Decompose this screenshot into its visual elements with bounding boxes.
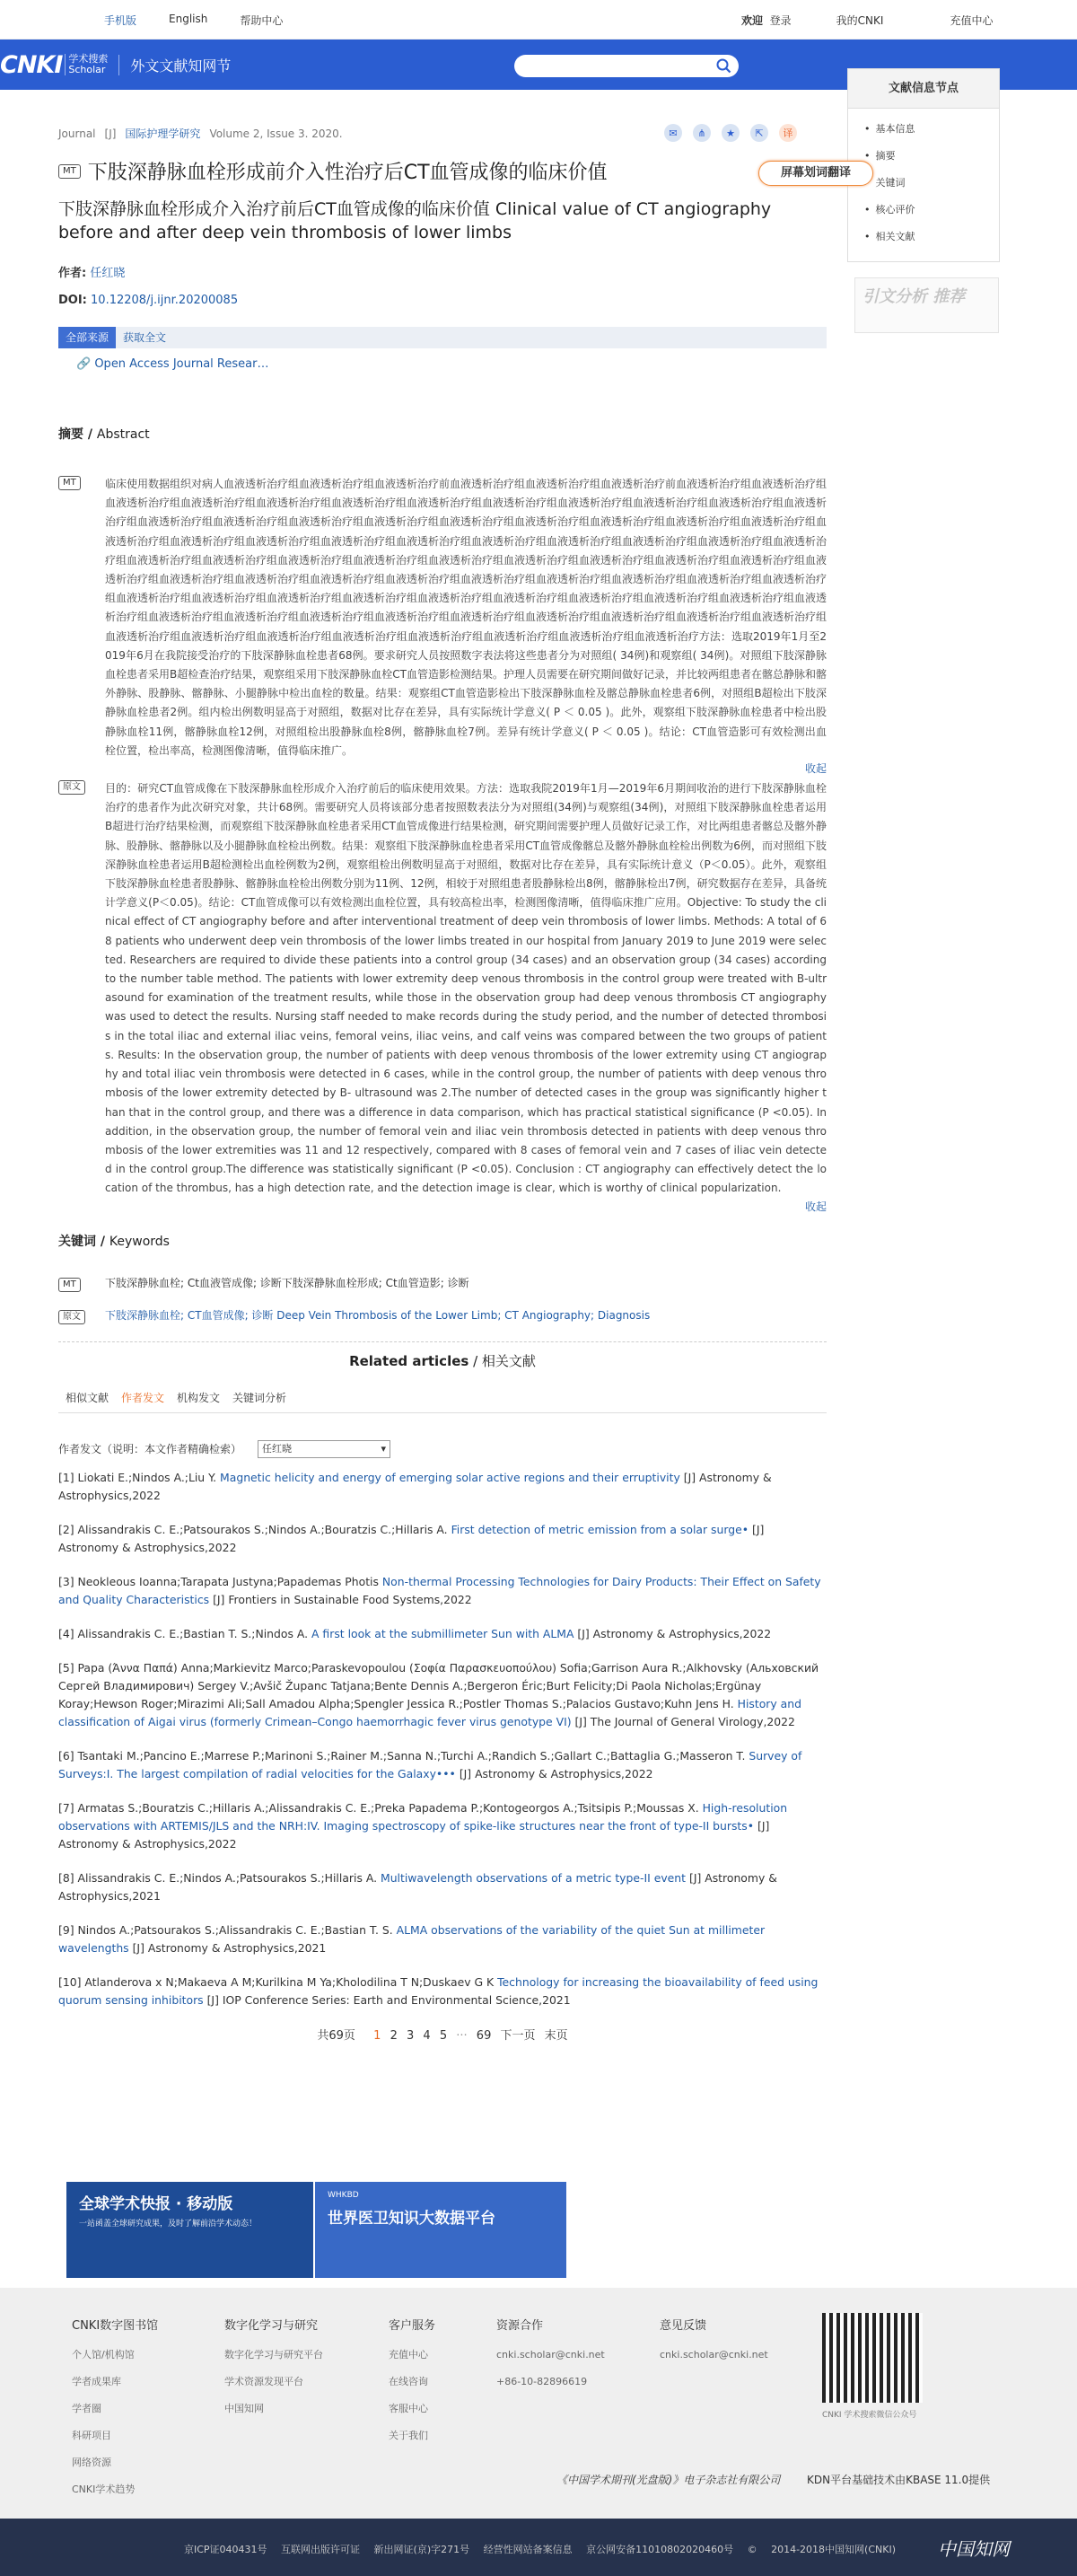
ad-title: 全球学术快报 · 移动版 [79,2195,233,2213]
tab-similar[interactable]: 相似文献 [66,1391,109,1404]
footer-link[interactable]: 在线咨询 [389,2376,428,2387]
page-ellipsis: ··· [456,2028,468,2043]
footer-link[interactable]: 中国知网 [224,2403,264,2414]
footer-link[interactable]: 学者圈 [72,2403,101,2414]
ref-title-link[interactable]: Survey of Surveys:I. The largest compilation of radial velocities for the Galaxy••• [58,1748,802,1780]
bottom-logo: 中国知网 [938,2538,1010,2560]
footer-link[interactable]: cnki.scholar@cnki.net [496,2349,605,2361]
share-icon[interactable]: ⋔ [693,124,711,142]
ref-source: [J] Astronomy & Astrophysics,2022 [58,1818,770,1851]
footer-column [224,2313,323,2422]
citation-analysis-banner[interactable]: 引文分析 推荐 [854,277,999,333]
ref-title-link[interactable]: ALMA observations of the variability of the quiet Sun at millimeter wavelengths [58,1922,766,1955]
footer-column-title: 数字化学习与研究 [224,2319,319,2333]
ref-authors: Nindos A.;Patsourakos S.;Alissandrakis C. E.;Bastian T. S. [77,1922,393,1937]
tab-institution-works[interactable]: 机构发文 [177,1391,221,1404]
ad-sub: WHKBD [328,2191,359,2200]
login-link[interactable]: 登录 [769,14,792,27]
ref-source: [J] Astronomy & Astrophysics,2022 [58,1470,772,1502]
footer-link[interactable]: 网络资源 [72,2457,111,2468]
end-page[interactable]: 末页 [544,2028,568,2043]
side-nav-item-related[interactable]: • 相关文献 [864,229,999,256]
ref-title-link[interactable]: Technology for increasing the bioavailability of feed using quorum sensing inhibitors [58,1974,819,2007]
reference-item [58,1659,827,1731]
volume-info: Volume 2, Issue 3. 2020. [209,127,343,140]
page-4[interactable]: 4 [423,2028,431,2043]
next-page[interactable]: 下一页 [500,2028,536,2043]
footer-column-title: 客户服务 [389,2319,436,2333]
mt-badge: MT [58,164,81,179]
translate-icon[interactable]: 译 [779,124,797,142]
footer-column-title: 资源合作 [496,2319,544,2333]
search-icon[interactable] [716,58,731,74]
ad-sub: 一站函盖全球研究成果，及时了解前沿学术动态！ [79,2220,258,2229]
email-icon[interactable]: ✉ [664,124,682,142]
journal-link[interactable]: 国际护理学研究 [125,127,201,140]
reference-item [58,1521,827,1557]
page-2[interactable]: 2 [390,2028,398,2043]
ref-title-link[interactable]: Multiwavelength observations of a metric type-II event [381,1870,687,1885]
ad-title: 世界医卫知识大数据平台 [328,2210,495,2228]
mt-abstract [58,475,827,760]
mt-badge: MT [58,1278,81,1292]
doi-link[interactable]: 10.12208/j.ijnr.20200085 [91,294,239,307]
publisher-text: 《中国学术期刊(光盘版)》电子杂志社有限公司 [556,2474,781,2486]
footer-column [389,2313,435,2449]
ref-authors: Papa (Άννα Παπά) Anna;Markievitz Marco;Paraskevopoulou (Σοφία Παρασκευοπούλου) Sofia;Garrison Aura R.;Alkhovsky (Альховский Сергей Владимирович) Sergey V.;Avšič Županc Tatjana;Bente Dennis A.;Bergeron Éric;Burt Felicity;Di Paola Nicholas;Ergünay Koray;Hewson Roger;Mirazimi Ali;Sall Amadou Alpha;Spengler Jessica R.;Postler Thomas S.;Palacios Gustavo;Kuhn Jens H. [58,1660,819,1710]
ref-number: [7] [58,1800,74,1815]
english-link[interactable]: English [169,13,208,25]
mt-keywords-text: 下肢深静脉血栓; Ct血液管成像; 诊断下肢深静脉血栓形成; Ct血管造影; 诊断 [105,1276,469,1289]
doc-type-tag: [J] [104,127,117,140]
footer-link[interactable]: 科研项目 [72,2430,111,2441]
author-select[interactable]: 任红晓 ▾ [258,1440,390,1458]
qr-code [822,2313,923,2403]
logo-text: CNKI [0,50,63,79]
original-badge: 原文 [58,1310,85,1324]
original-badge: 原文 [58,780,85,795]
footer-link[interactable]: +86-10-82896619 [496,2376,588,2387]
ref-number: [9] [58,1922,74,1937]
mt-abstract-text: 临床使用数据组织对病人血液透析治疗组血液透析治疗组血液透析治疗前血液透析治疗组血液透析治疗组血液透析治疗前血液透析治疗组血液透析治疗组血液透析治疗组血液透析治疗组血液透析治疗组血液透析治疗组血液透析治疗组血液透析治疗组血液透析治疗组血液透析治疗组血液透析治疗组血液透析治疗组血液透析治疗组血液透析治疗组血液透析治疗组血液透析治疗组血液透析治疗组血液透析治疗组血液透析治疗组血液透析治疗组血液透析治疗组血液透析治疗组血液透析治疗组血液透析治疗组血液透析治疗组血液透析治疗组血液透析治疗组血液透析治疗组血液透析治疗组血液透析治疗组血液透析治疗组血液透析治疗组血液透析治疗组血液透析治疗组血液透析治疗组血液透析治疗组血液透析治疗组血液透析治疗组血液透析治疗组血液透析治疗组血液透析治疗组血液透析治疗组血液透析治疗组血液透析治疗组血液透析治疗组血液透析治疗组血液透析治疗组血液透析治疗组血液透析治疗组血液透析治疗组血液透析治疗组血液透析治疗组血液透析治疗组血液透析治疗组血液透析治疗组血液透析治疗组血液透析治疗组血液透析治疗组血液透析治疗组血液透析治疗组血液透析治疗组血液透析治疗组血液透析治疗组血液透析治疗组血液透析治疗组血液透析治疗组血液透析治疗组血液透析治疗组血液透析治疗组血液透析治疗组血液透析治疗组血液透析治疗组血液透析治疗组血液透析治疗组血液透析治疗组血液透析治疗组血液透析治疗方法：选取2019年1月至2019年6月在我院接受治疗的下肢深静脉血栓患者68例。要求研究人员按照数字表法将这些患者分为对照组( 34例)和观察组( 34例)。对照组下肢深静脉血栓患者采用B超检查治疗结果，观察组采用下肢深静脉血栓CT血管造影检测结果。护理人员需要在研究期间做好记录，并比较两组患者在髂总静脉和髂外静脉、股静脉、髂静脉、小腿静脉中检出血栓的数量。结果：观察组CT血管造影检出下肢深静脉血栓及髂总静脉血栓患者6例，对照组B超检出下肢深静脉血栓患者2例。组内检出例数明显高于对照组，数据对比存在差异，具有实际统计学意义( P ＜ 0.05 )。此外，观察组下肢深静脉血栓患者中检出股静脉血栓11例，髂静脉血栓12例，对照组检出股静脉血栓8例，髂静脉血栓7例。差异有统计学意义( P ＜ 0.05 )。结论：CT血管造影可有效检测出血栓位置，检出率高，检测图像清晰，值得临床推广。 [105,478,827,757]
tab-all-sources[interactable]: 全部来源 [58,327,116,348]
ref-authors: Tsantaki M.;Pancino E.;Marrese P.;Marinoni S.;Rainer M.;Sanna N.;Turchi A.;Randich S.;Gallart C.;Battaglia G.;Masseron T. [77,1748,746,1763]
footer-column [496,2313,605,2396]
source-tabs [58,327,827,348]
kdn-text: KDN平台基础技术由KBASE 11.0提供 [807,2474,991,2486]
ref-authors: Liokati E.;Nindos A.;Liu Y. [77,1470,217,1484]
bottom-bar [0,2519,1077,2576]
tab-author-works[interactable]: 作者发文 [121,1391,165,1404]
collapse-link[interactable]: 收起 [804,1200,827,1213]
ref-title-link[interactable]: First detection of metric emission from a solar surge• [451,1522,749,1536]
ref-authors: Neokleous Ioanna;Tarapata Justyna;Papademas Photis [77,1574,379,1588]
reference-list [58,1469,827,2009]
ref-source: [J] The Journal of General Virology,2022 [574,1714,795,1728]
ref-number: [8] [58,1870,74,1885]
ref-authors: Atlanderova x N;Makaeva A M;Kurilkina M Ya;Kholodilina T N;Duskaev G K [84,1974,495,1989]
related-tabs [58,1390,827,1413]
doc-type: Journal [58,127,96,140]
reference-item [58,1625,827,1643]
export-icon[interactable]: ⇱ [750,124,768,142]
footer [0,2288,1077,2519]
footer-link[interactable]: cnki.scholar@cnki.net [660,2349,768,2361]
reference-item [58,1573,827,1609]
footer-link[interactable]: CNKI学术趋势 [72,2484,136,2495]
screen-translate-button[interactable]: 屏幕划词翻译 [758,161,873,186]
footer-column-title: CNKI数字图书馆 [72,2319,159,2333]
ref-number: [3] [58,1574,74,1588]
ref-authors: Alissandrakis C. E.;Nindos A.;Patsourakos S.;Hillaris A. [77,1870,378,1885]
ref-authors: Alissandrakis C. E.;Bastian T. S.;Nindos A. [77,1626,309,1640]
ref-title-link[interactable]: A first look at the submillimeter Sun with ALMA [311,1626,574,1640]
footer-link[interactable]: 关于我们 [389,2430,428,2441]
logo[interactable] [0,50,231,79]
author-label: 作者: [58,267,87,280]
ref-number: [5] [58,1660,74,1675]
page-1[interactable]: 1 [373,2028,381,2043]
related-heading: Related articles / 相关文献 [58,1341,827,1370]
page-last[interactable]: 69 [476,2028,492,2043]
keywords-heading-en: Keywords [109,1234,170,1249]
ad-global-express[interactable] [66,2182,313,2278]
side-nav-item-abstract[interactable]: • 摘要 [864,148,999,175]
side-nav-item-basic[interactable]: • 基本信息 [864,121,999,148]
reference-item [58,1747,827,1783]
source-link[interactable]: Open Access Journal Resear… [94,357,269,371]
mt-keywords [58,1273,827,1293]
related-heading-cn: 相关文献 [481,1352,536,1369]
main-content [58,126,827,2043]
keywords-heading-cn: 关键词 [58,1234,96,1249]
abstract-heading: 摘要 / Abstract [58,427,150,442]
abstract-heading-cn: 摘要 [58,427,83,442]
ref-source: [J] Astronomy & Astrophysics,2021 [58,1870,777,1903]
side-nav-item-keywords[interactable]: • 关键词 [864,175,999,202]
section-title: 外文文献知网节 [118,55,231,75]
original-abstract [58,779,827,1198]
ref-number: [4] [58,1626,74,1640]
welcome-text: 欢迎 [741,14,764,27]
ref-number: [10] [58,1974,82,1989]
link-icon: 🔗 [76,357,92,371]
page-total: 共69页 [317,2028,355,2043]
footer-link[interactable]: 客服中心 [389,2403,428,2414]
ad-whkbd[interactable] [315,2182,566,2278]
collapse-link[interactable]: 收起 [804,762,827,776]
side-nav-item-evaluation[interactable]: • 核心评价 [864,202,999,229]
original-abstract-text: 目的：研究CT血管成像在下肢深静脉血栓形成介入治疗前后的临床使用效果。方法：选取我院2019年1月—2019年6月期间收治的进行下肢深静脉血栓治疗的患者作为此次研究对象，共计68例。需要研究人员将该部分患者按照数表法分为对照组(34例)与观察组(34例)，对照组下肢深静脉血栓患者运用B超进行治疗结果检测，而观察组下肢深静脉血栓患者采用CT血管成像进行结果检测，研究期间需要护理人员做好记录工作，对比两组患者髂总及髂外静脉、股静脉、髂静脉以及小腿静脉血栓检出例数。结果：观察组下肢深静脉血栓患者采用CT血管成像髂总及髂外静脉血栓检出例数为6例，而对照组下肢深静脉血栓患者运用B超检测检出血栓例数为2例，观察组检出例数明显高于对照组，数据对比存在差异，具有实际统计意义（P＜0.05）。此外，观察组下肢深静脉血栓患者股静脉、髂静脉血栓检出例数分别为11例、12例，相较于对照组患者股静脉检出8例，髂静脉检出7例，研究数据存在差异，具备统计学意义(P＜0.05)。结论：CT血管成像可以有效检测出血栓位置，具有较高检出率，检测图像清晰，值得临床推广应用。Objective: To study the clinical effect of CT angiography before and after interventional treatment of deep vein thrombosis of lower limbs. Methods: A total of 68 patients who underwent deep vein thrombosis of the lower limbs treated in our hospital from January 2019 to June 2019 were selected. Researchers are required to divide these patients into a control group (34 cases) and an observation group (34 cases) according to the number table method. The patients with lower extremity deep venous thrombosis in the control group were treated with B-ultrasound for examination of the treatment results, while those in the observation group had deep venous thrombosis CT angiography was used to detect the results. Nursing staff needed to make records during the study period, and the number of detected thrombosis in the total iliac and external iliac veins, femoral veins, iliac veins, and calf veins was compared between the two groups of patients. Results: In the observation group, the number of patients with deep venous thrombosis of the lower extremity using CT angiography and total iliac vein thrombosis were detected in 6 cases, while in the control group, the number of patients with deep venous thrombosis of the lower extremity detected by B- ultrasound was 2.The number of detected cases in the group was significantly higher than that in the control group, and there was a difference in data comparison, which has practical statistical significance (P <0.05). In addition, in the observation group, the number of femoral vein and iliac vein thrombosis detected in patients with deep venous thrombosis of the lower extremities was 11 and 12 respectively, compared with 8 cases of femoral vein and 7 cases of iliac vein detected in the control group.The difference was statistically significant (P <0.05). Conclusion : CT angiography can effectively detect the location of the thrombus, has a high detection rate, and the detection image is clear, which is worthy of clinical popularization. [105,782,827,1195]
ref-title-link[interactable]: Non-thermal Processing Technologies for Dairy Products: Their Effect on Safety and Quality Characteristics [58,1574,821,1606]
footer-link[interactable]: 充值中心 [389,2349,428,2361]
ref-source: [J] Frontiers in Sustainable Food Systems,2022 [213,1592,472,1606]
reference-item [58,1921,827,1957]
breadcrumb [58,126,827,141]
ref-source: [J] Astronomy & Astrophysics,2022 [58,1522,765,1554]
original-keywords [58,1306,827,1325]
ref-number: [6] [58,1748,74,1763]
ref-source: [J] Astronomy & Astrophysics,2022 [577,1626,772,1640]
reference-item [58,1974,827,2009]
original-keywords-text[interactable]: 下肢深静脉血栓; CT血管成像; 诊断 Deep Vein Thrombosis of the Lower Limb; CT Angiography; Diagnosis [105,1308,651,1322]
footer-column [660,2313,768,2369]
side-nav-title: 文献信息节点 [848,69,999,109]
logo-sub-en: Scholar [68,64,106,75]
page-title: 下肢深静脉血栓形成前介入性治疗后CT血管成像的临床价值 [87,162,608,184]
recharge-link[interactable]: 充值中心 [950,14,994,27]
footer-link[interactable]: 个人馆/机构馆 [72,2349,135,2361]
page-5[interactable]: 5 [439,2028,448,2043]
qr-caption: CNKI 学术搜索微信公众号 [822,2411,917,2420]
ref-authors: Armatas S.;Bouratzis C.;Hillaris A.;Alissandrakis C. E.;Preka Papadema P.;Kontogeorgos A.;Tsitsipis P.;Moussas X. [77,1800,699,1815]
footer-link[interactable]: 学术资源发现平台 [224,2376,303,2387]
star-icon[interactable]: ★ [722,124,740,142]
mobile-link[interactable]: 手机版 [104,14,137,27]
author-link[interactable]: 任红晓 [90,267,126,280]
reference-item [58,1799,827,1853]
ref-title-link[interactable]: Magnetic helicity and energy of emerging solar active regions and their erruptivity [220,1470,680,1484]
mt-badge: MT [58,476,81,490]
ad-banners [66,2182,566,2278]
keywords-heading: 关键词 / Keywords [58,1234,170,1249]
pagination [58,2026,827,2043]
ref-number: [1] [58,1470,74,1484]
tab-get-fulltext[interactable]: 获取全文 [123,331,167,344]
original-title: 下肢深静脉血栓形成介入治疗前后CT血管成像的临床价值 Clinical value of CT angiography before and after deep vein thrombosis of lower limbs [58,199,772,242]
ref-title-link[interactable]: History and classification of Aigai virus (formerly Crimean–Congo haemorrhagic fever virus genotype VI) [58,1696,801,1728]
ref-authors: Alissandrakis C. E.;Patsourakos S.;Nindos A.;Bouratzis C.;Hillaris A. [77,1522,448,1536]
search-input[interactable] [514,55,739,77]
footer-column-title: 意见反馈 [660,2319,707,2333]
filter-label: 作者发文（说明：本文作者精确检索） [58,1443,242,1456]
footer-link[interactable]: 数字化学习与研究平台 [224,2349,323,2361]
top-bar [0,0,1077,40]
tab-keyword-analysis[interactable]: 关键词分析 [232,1391,287,1404]
page-3[interactable]: 3 [406,2028,415,2043]
doi-label: DOI: [58,294,87,307]
footer-column [72,2313,158,2503]
footer-link[interactable]: 学者成果库 [72,2376,121,2387]
ref-title-link[interactable]: High-resolution observations with ARTEMIS/JLS and the NRH:IV. Imaging spectroscopy of spike-like structures near the front of type-II bursts• [58,1800,788,1833]
related-heading-en: Related articles [349,1352,469,1369]
my-cnki-link[interactable]: 我的CNKI [836,14,884,27]
license-text: 京ICP证040431号 互联网出版许可证 新出网证(京)字271号 经营性网站备案信息 京公网安备11010802020460号 © 2014-2018中国知网(CNKI) [184,2544,896,2555]
ref-source: [J] Astronomy & Astrophysics,2022 [459,1766,653,1780]
ref-source: [J] Astronomy & Astrophysics,2021 [132,1940,327,1955]
abstract-heading-en: Abstract [96,427,150,442]
help-link[interactable]: 帮助中心 [240,14,284,27]
ref-source: [J] IOP Conference Series: Earth and Environmental Science,2021 [206,1992,571,2007]
logo-sub-cn: 学术搜索 [68,53,109,65]
reference-item [58,1869,827,1905]
reference-item [58,1469,827,1505]
ref-number: [2] [58,1522,74,1536]
